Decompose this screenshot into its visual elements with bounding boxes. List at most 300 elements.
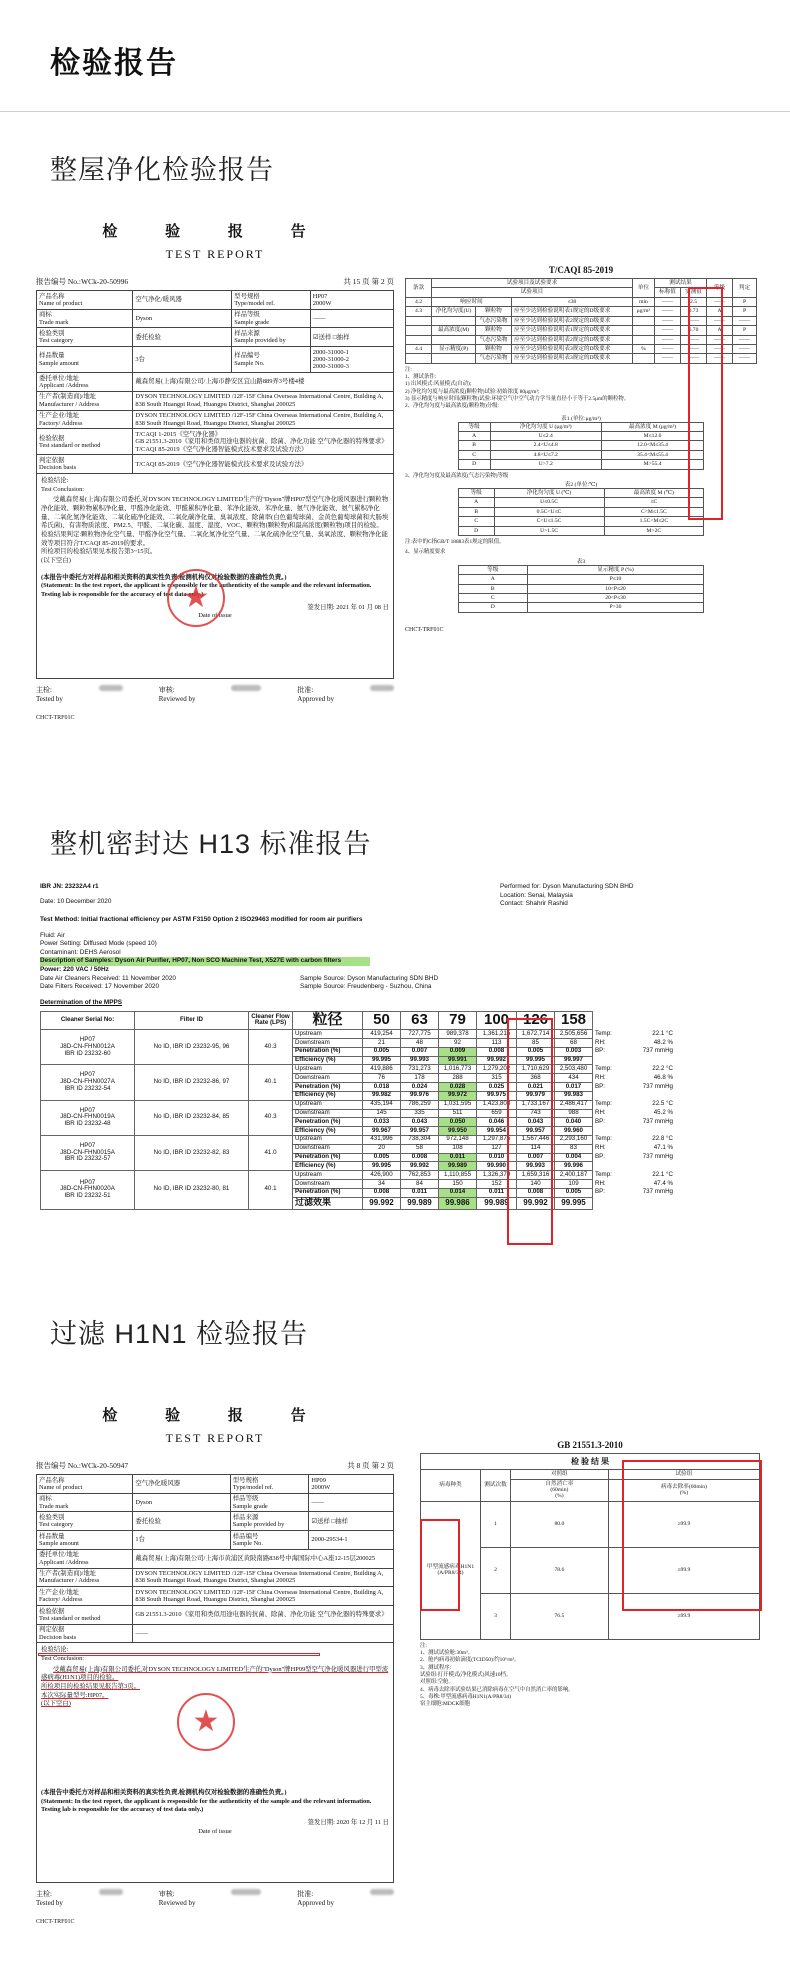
grade-cell: C xyxy=(458,517,494,526)
unit-ibr: IBR ID 23232-54 xyxy=(64,1084,111,1092)
mpps-value: 1,672,714 xyxy=(517,1030,555,1039)
col-particle-size: 粒径 xyxy=(293,1011,363,1030)
report-row xyxy=(37,347,394,373)
env-cell xyxy=(593,1039,750,1048)
nominal: —— xyxy=(655,354,681,363)
report-row xyxy=(37,1493,394,1512)
mpps-value: 99.992 xyxy=(477,1056,517,1065)
tested-by: 主检: Tested by xyxy=(36,1890,63,1908)
row-value: GB 21551.3-2010《家用和类似用途电器的抗菌、除菌、净化功能 空气净化器的特殊要求》 xyxy=(133,1606,394,1625)
grade-cell: 1.5C<M≤2C xyxy=(604,517,704,526)
mpps-value: 0.009 xyxy=(439,1047,477,1056)
unit-model: HP07 xyxy=(79,1071,96,1079)
row-label: 判定依据 Decision basis xyxy=(37,1624,133,1643)
mpps-value: 0.043 xyxy=(401,1118,439,1127)
mpps-value: 99.995 xyxy=(517,1056,555,1065)
mpps-value: 99.993 xyxy=(517,1162,555,1171)
metric-name: Upstream xyxy=(293,1065,363,1074)
mpps-value: 435,194 xyxy=(363,1100,401,1109)
col-removal: 病毒去除率(60min) (%) xyxy=(608,1479,759,1501)
filter-id: No ID, IBR ID 23232-80, 81 xyxy=(135,1171,249,1209)
date-of-issue-en: Date of issue xyxy=(198,612,232,620)
mpps-value: 68 xyxy=(555,1039,593,1048)
col-control: 对照组 xyxy=(511,1470,609,1479)
mpps-value: 0.011 xyxy=(401,1188,439,1197)
metric-name: Downstream xyxy=(293,1109,363,1118)
metric-name: Efficiency (%) xyxy=(293,1162,363,1171)
env-label: RH: xyxy=(595,1179,606,1187)
mpps-value: 99.975 xyxy=(477,1091,517,1100)
metric-name: Efficiency (%) xyxy=(293,1127,363,1136)
row-label: 产品名称 Name of product xyxy=(37,291,133,310)
mpps-value: 0.011 xyxy=(439,1153,477,1162)
row-value-2: 2000-29534-1 xyxy=(309,1531,394,1550)
grade-cell: 10<P≤20 xyxy=(527,584,703,593)
env-cell xyxy=(593,1100,750,1109)
report-header-en: TEST REPORT xyxy=(165,1431,265,1445)
nominal: —— xyxy=(655,307,681,316)
env-value: 22.1 °C xyxy=(652,1029,673,1037)
mpps-value: 0.014 xyxy=(439,1188,477,1197)
mpps-value: 0.007 xyxy=(401,1047,439,1056)
unit-ibr: IBR ID 23232-60 xyxy=(64,1049,111,1057)
mpps-value: 0.021 xyxy=(517,1083,555,1092)
mpps-value: 108 xyxy=(439,1144,477,1153)
grade-cell: 显示精度 P (%) xyxy=(527,565,703,574)
metric-name: Downstream xyxy=(293,1074,363,1083)
grade-cell: 等级 xyxy=(458,488,494,497)
mpps-value: 150 xyxy=(439,1180,477,1189)
flow-rate: 41.0 xyxy=(249,1135,293,1170)
unit-serial: J8D-CN-FHN0020A xyxy=(60,1185,115,1193)
mpps-value: 0.008 xyxy=(363,1188,401,1197)
unit xyxy=(633,354,655,363)
report-row xyxy=(37,1624,394,1643)
report-row xyxy=(37,455,394,474)
grade-highlight-box xyxy=(688,287,723,520)
grade-cell: 最高浓度 M (℃) xyxy=(604,488,704,497)
mpps-value: 0.046 xyxy=(477,1118,517,1127)
mpps-value: 1,423,808 xyxy=(477,1100,517,1109)
sub-measured: 实测值 xyxy=(681,288,707,297)
col-grade: 等级 xyxy=(707,279,733,298)
mpps-value: 99.991 xyxy=(439,1056,477,1065)
mpps-value: 659 xyxy=(477,1109,517,1118)
requirement: 应至少达到检验说明表3规定的D级要求 xyxy=(512,354,633,363)
item xyxy=(432,354,476,363)
mpps-value: 20 xyxy=(363,1144,401,1153)
standard-notes: 注: 1、测试条件: 1) 出风模式:风量模式(自动); 2) 净化均匀度与最高浓度(颗粒物)试验:初始浓度 80μg/m³; 3) 显示精度与响应时间(颗粒物)试验:环境空气中空气动力学当量直径小于等于2.5μm的颗粒物。 2、净化均匀度与最高浓度(颗粒物)分级: xyxy=(405,366,630,410)
table1 xyxy=(458,422,704,470)
grade-cell: D xyxy=(458,526,494,535)
mpps-value: 0.005 xyxy=(363,1153,401,1162)
grade-cell: A xyxy=(458,575,527,584)
mpps-value: 786,259 xyxy=(401,1100,439,1109)
signature-blur xyxy=(99,685,123,691)
row-value: DYSON TECHNOLOGY LIMITED /12F-15F China Overseas International Centre, Building A, 838 South Huangpi Road, Huangpu District, Shanghai 200025 xyxy=(133,1587,394,1606)
env-cell xyxy=(593,1074,750,1083)
mpps-value: 99.990 xyxy=(477,1162,517,1171)
mpps-value: 1,279,202 xyxy=(477,1065,517,1074)
mpps-value: 419,254 xyxy=(363,1030,401,1039)
grade-row xyxy=(458,488,703,497)
official-seal-stamp: ★ xyxy=(177,1693,235,1751)
grade-row xyxy=(458,526,703,535)
row-label: 样品数量 Sample amount xyxy=(37,347,133,373)
grade-row xyxy=(458,584,703,593)
row-label: 检验依据 Test standard or method xyxy=(37,429,133,455)
col-size-100: 100 xyxy=(477,1011,517,1030)
verdict: —— xyxy=(733,335,757,344)
signature-blur xyxy=(99,1889,123,1895)
env-label: BP: xyxy=(595,1153,605,1161)
grade-row xyxy=(458,450,703,459)
env-cell xyxy=(593,1153,750,1162)
reviewed-by: 审核: Reviewed by xyxy=(158,686,196,704)
mpps-value: 315 xyxy=(477,1074,517,1083)
env-label: BP: xyxy=(595,1188,605,1196)
mpps-value: 76 xyxy=(363,1074,401,1083)
env-label: RH: xyxy=(595,1109,606,1116)
contact: Contact: Shahrir Rashid xyxy=(500,900,568,908)
grade-cell: C xyxy=(458,450,490,459)
grade-cell: U≤2.4 xyxy=(490,432,601,441)
sub-item: 颗粒物 xyxy=(476,344,512,353)
mpps-value: 0.025 xyxy=(477,1083,517,1092)
times-2: 2 xyxy=(481,1547,511,1593)
col-unit: 单位 xyxy=(633,279,655,298)
grade-cell: A xyxy=(458,498,494,507)
mpps-table xyxy=(40,1011,750,1210)
report-row xyxy=(37,410,394,429)
col-size-63: 63 xyxy=(401,1011,439,1030)
approved-by: 批准: Approved by xyxy=(297,686,335,704)
mpps-value: 1,361,215 xyxy=(477,1030,517,1039)
cleaner-serial xyxy=(41,1030,135,1065)
mpps-value: 99.979 xyxy=(517,1091,555,1100)
report-row xyxy=(37,1568,394,1587)
note4: 4、显示精度要求 xyxy=(405,549,446,556)
report-header-cn: 检 验 报 告 xyxy=(102,1408,328,1424)
env-cell xyxy=(593,1047,750,1056)
row-value: T/CAQI 85-2019《空气净化器智能模式技术要求及试验方法》 xyxy=(133,455,394,474)
col-size-158: 158 xyxy=(555,1011,593,1030)
grade-cell: 12.0<M≤35.4 xyxy=(601,441,703,450)
row-value: 空气净化暖风器 xyxy=(133,1475,230,1494)
mpps-value: 84 xyxy=(401,1180,439,1189)
report-row xyxy=(37,1475,394,1494)
row-label: 商标 Trade mark xyxy=(37,1493,133,1512)
metric-name: Upstream xyxy=(293,1135,363,1144)
standard-form-code: CHCT-TRF01C xyxy=(405,626,444,633)
description-of-samples: Description of Samples: Dyson Air Purifier, HP07, Non SCO Machine Test, X527E with carbon filters xyxy=(40,957,370,966)
metric-name: Penetration (%) xyxy=(293,1188,363,1197)
col-test-result: 测试结果 xyxy=(655,279,707,288)
row-label: 检验类别 Test category xyxy=(37,328,133,347)
grade-cell: 2.4<U≤4.8 xyxy=(490,441,601,450)
requirement: 应至少达到检验说明表3规定的D级要求 xyxy=(512,344,633,353)
unit-ibr: IBR ID 23232-51 xyxy=(64,1192,111,1200)
nominal: —— xyxy=(655,335,681,344)
removal-2: ≥99.9 xyxy=(608,1547,759,1593)
metric-name: Upstream xyxy=(293,1171,363,1180)
mpps-value: 21 xyxy=(363,1039,401,1048)
filter-id: No ID, IBR ID 23232-84, 85 xyxy=(135,1100,249,1135)
mpps-value: 0.050 xyxy=(439,1118,477,1127)
filters-received: Date Filters Received: 17 November 2020 xyxy=(40,983,159,991)
metric-name: Penetration (%) xyxy=(293,1153,363,1162)
mpps-value: 99.986 xyxy=(439,1197,477,1209)
filter-source: Sample Source: Freudenberg - Suzhou, China xyxy=(300,983,432,991)
row-value-2: 2000-31000-1 2000-31000-2 2000-31000-3 xyxy=(310,347,393,373)
grade-row xyxy=(458,422,703,431)
mpps-value: 152 xyxy=(477,1180,517,1189)
removal-1: ≥99.9 xyxy=(608,1501,759,1547)
row-value: DYSON TECHNOLOGY LIMITED /12F-15F China Overseas International Centre, Building A, 838 South Huangpi Road, Huangpu District, Shanghai 200025 xyxy=(133,391,394,410)
determination-mpps: Determination of the MPPS xyxy=(40,999,123,1007)
conclusion-label: 检验结论: Test Conclusion: xyxy=(41,477,85,493)
metric-name: Efficiency (%) xyxy=(293,1056,363,1065)
table1-title: 表1 (单位:μg/m³) xyxy=(561,415,601,422)
grade-row xyxy=(458,507,703,516)
row-value: 空气净化/暖风器 xyxy=(133,291,232,310)
report-header-cn: 检 验 报 告 xyxy=(102,224,328,240)
grade-cell: 等级 xyxy=(458,565,527,574)
mpps-value: 99.989 xyxy=(401,1197,439,1209)
col-verdict: 判定 xyxy=(733,279,757,298)
mpps-value: 99.957 xyxy=(517,1127,555,1136)
unit-serial: J8D-CN-FHN0012A xyxy=(60,1042,115,1050)
mpps-value: 419,886 xyxy=(363,1065,401,1074)
grade-cell: 0.5C<U≤C xyxy=(494,507,604,516)
grade-cell: B xyxy=(458,507,494,516)
verdict: P xyxy=(733,326,757,335)
report-row xyxy=(37,1531,394,1550)
env-label: Temp: xyxy=(595,1100,612,1108)
item: 响应时间 xyxy=(432,297,512,306)
env-label: BP: xyxy=(595,1082,605,1090)
grade: —— xyxy=(707,344,733,353)
report-info-table xyxy=(36,1474,394,1643)
row-label: 委托单位/地址 Applicant /Address xyxy=(37,1549,133,1568)
conclusion-text: 受戴森贸易(上海)有限公司委托,对DYSON TECHNOLOGY LIMITED生产的"Dyson"牌HP09型空气净化暖风器进行甲型流感病毒(H1N1)项目的检验。 所检项目的检验结果见报告第3页。 本次实际量型号:HP07。 (以下空白) xyxy=(41,1665,389,1708)
mpps-value: 99.976 xyxy=(401,1091,439,1100)
note-c: 注:表中的C指GB/T 18883表1规定的限值。 xyxy=(405,539,505,546)
grade-cell: M>2C xyxy=(604,526,704,535)
row-value: 戴森贸易(上海)有限公司/上海市静安区宜山路889弄3号楼4楼 xyxy=(133,373,394,392)
grade-cell: 4.8<U≤7.2 xyxy=(490,450,601,459)
mpps-value: 99.997 xyxy=(555,1056,593,1065)
env-cell xyxy=(593,1118,750,1127)
sub-item: 气态污染物 xyxy=(476,316,512,325)
mpps-value: 2,400,187 xyxy=(555,1171,593,1180)
row-label: 判定依据 Decision basis xyxy=(37,455,133,474)
mpps-value: 988 xyxy=(555,1109,593,1118)
mpps-row xyxy=(41,1135,750,1144)
section-title-whole-machine: 整屋净化检验报告 xyxy=(50,155,274,185)
grade-row xyxy=(458,460,703,469)
table3 xyxy=(458,565,704,613)
report-row xyxy=(37,391,394,410)
mpps-value: 762,853 xyxy=(401,1171,439,1180)
env-cell xyxy=(593,1135,750,1144)
unit-serial: J8D-CN-FHN0015A xyxy=(60,1148,115,1156)
clause xyxy=(406,326,432,335)
grade-cell: C<M≤1.5C xyxy=(604,507,704,516)
report-row xyxy=(37,1549,394,1568)
grade-cell: P≤10 xyxy=(527,575,703,584)
grade-cell: M>55.4 xyxy=(601,460,703,469)
row-label: 检验依据 Test standard or method xyxy=(37,1606,133,1625)
col-size-126: 126 xyxy=(517,1011,555,1030)
row-value-2: —— xyxy=(309,1493,394,1512)
grade: A xyxy=(707,326,733,335)
mpps-value: 99.989 xyxy=(439,1162,477,1171)
row-label-2: 型号规格 Type/model ref. xyxy=(230,1475,309,1494)
row-label: 委托单位/地址 Applicant /Address xyxy=(37,373,133,392)
row-value: 戴森贸易(上海)有限公司/上海市黄浦区黄陂南路838号中海国际中心A座12-15层200025 xyxy=(133,1549,394,1568)
grade-cell: 20<P≤30 xyxy=(527,593,703,602)
grade-row xyxy=(458,565,703,574)
mpps-value: 99.992 xyxy=(517,1197,555,1209)
power: Power: 220 VAC / 50Hz xyxy=(40,966,109,974)
mpps-value: 99.995 xyxy=(363,1162,401,1171)
times-1: 1 xyxy=(481,1501,511,1547)
unit: % xyxy=(633,344,655,353)
env-value: 737 mmHg xyxy=(642,1082,673,1090)
mpps-value: 2,503,480 xyxy=(555,1065,593,1074)
mpps-value: 0.011 xyxy=(477,1188,517,1197)
unit: min xyxy=(633,297,655,306)
filter-id: No ID, IBR ID 23232-95, 96 xyxy=(135,1030,249,1065)
mpps-value: 431,996 xyxy=(363,1135,401,1144)
mpps-value: 2,293,160 xyxy=(555,1135,593,1144)
env-label: RH: xyxy=(595,1073,606,1081)
test-method: Test Method: Initial fractional efficiency per ASTM F3150 Option 2 ISO29463 modified for room air purifiers xyxy=(40,915,363,923)
mpps-value: 99.995 xyxy=(363,1056,401,1065)
mpps-row xyxy=(41,1030,750,1039)
env-cell xyxy=(593,1091,750,1100)
signature-blur xyxy=(370,685,394,691)
row-label: 生产企业/地址 Factory/ Address xyxy=(37,1587,133,1606)
row-value-2: ☑送样 □抽样 xyxy=(309,1512,394,1531)
clause xyxy=(406,335,432,344)
measured: 6.70 xyxy=(681,326,707,335)
env-label: RH: xyxy=(595,1038,606,1046)
mpps-value: 99.950 xyxy=(439,1127,477,1136)
signature-footer xyxy=(36,685,394,703)
mpps-value: 2,486,417 xyxy=(555,1100,593,1109)
virus-name: 甲型流感病毒H1N1 (A/PR8/34) xyxy=(421,1501,481,1639)
power-setting: Power Setting: Diffused Mode (speed 10) xyxy=(40,940,157,948)
report-number: 报告编号 No.:WCk-20-50996 xyxy=(36,277,129,286)
unit xyxy=(633,326,655,335)
mpps-value: 1,016,773 xyxy=(439,1065,477,1074)
row-value: 委托检验 xyxy=(133,328,232,347)
mpps-value: 1,659,316 xyxy=(517,1171,555,1180)
grade-cell: 净化均匀度 U (℃) xyxy=(494,488,604,497)
grade-cell: 净化均匀度 U (μg/m³) xyxy=(490,422,601,431)
requirement: 应至少达到检验说明表1规定的D级要求 xyxy=(512,307,633,316)
grade-cell: M≤12.0 xyxy=(601,432,703,441)
mpps-value: 1,710,629 xyxy=(517,1065,555,1074)
mpps-value: 0.008 xyxy=(477,1047,517,1056)
item: 净化均匀度(U) xyxy=(432,307,476,316)
conclusion-label: 检验结论: Test Conclusion: xyxy=(41,1646,85,1663)
env-label: Temp: xyxy=(595,1064,612,1072)
env-label: BP: xyxy=(595,1117,605,1125)
date-received: Date Air Cleaners Received: 11 November 2020 xyxy=(40,974,176,982)
mpps-value: 727,775 xyxy=(401,1030,439,1039)
official-seal-stamp: ★ xyxy=(167,569,225,627)
metric-name: Efficiency (%) xyxy=(293,1091,363,1100)
mpps-value: 99.982 xyxy=(363,1091,401,1100)
mpps-value: 99.983 xyxy=(555,1091,593,1100)
sub-item: 气态污染物 xyxy=(476,335,512,344)
metric-name: Upstream xyxy=(293,1100,363,1109)
h1n1-standard-title: GB 21551.3-2010 xyxy=(557,1440,623,1450)
env-value: 47.1 % xyxy=(653,1144,673,1152)
mpps-value: 140 xyxy=(517,1180,555,1189)
mpps-value: 0.017 xyxy=(555,1083,593,1092)
grade-cell: 35.4<M≤55.4 xyxy=(601,450,703,459)
flow-rate: 40.3 xyxy=(249,1030,293,1065)
decay-1: 80.0 xyxy=(511,1501,609,1547)
cleaner-serial xyxy=(41,1100,135,1135)
mpps-value: 99.960 xyxy=(555,1127,593,1136)
flow-rate: 40.1 xyxy=(249,1065,293,1100)
row-label-2: 样品编号 Sample No. xyxy=(232,347,311,373)
grade-cell: A xyxy=(458,432,490,441)
mpps-value: 0.024 xyxy=(401,1083,439,1092)
mpps-value: 731,273 xyxy=(401,1065,439,1074)
sub-test-item: 试验项目 xyxy=(432,288,633,297)
mpps-value: 1,567,446 xyxy=(517,1135,555,1144)
mpps-value: 0.010 xyxy=(477,1153,517,1162)
env-cell xyxy=(593,1144,750,1153)
unit-model: HP07 xyxy=(79,1178,96,1186)
mpps-value: 434 xyxy=(555,1074,593,1083)
h13-test-report xyxy=(40,883,750,1210)
mpps-value: 0.005 xyxy=(363,1047,401,1056)
row-value: Dyson xyxy=(133,1493,230,1512)
metric-name: Upstream xyxy=(293,1030,363,1039)
env-value: 22.2 °C xyxy=(652,1064,673,1072)
tested-by: 主检: Tested by xyxy=(36,686,63,704)
grade-cell: C<U≤1.5C xyxy=(494,517,604,526)
mpps-row xyxy=(41,1171,750,1180)
col-flow-rate: Cleaner Flow Rate (LPS) xyxy=(249,1011,293,1030)
mpps-row xyxy=(41,1100,750,1109)
row-label: 检验类别 Test category xyxy=(37,1512,133,1531)
mpps-value: 743 xyxy=(517,1109,555,1118)
verdict: P xyxy=(733,307,757,316)
decay-2: 78.6 xyxy=(511,1547,609,1593)
metric-name: Penetration (%) xyxy=(293,1083,363,1092)
mpps-value: 48 xyxy=(401,1039,439,1048)
mpps-value: 0.005 xyxy=(555,1188,593,1197)
grade-cell: U≤0.5C xyxy=(494,498,604,507)
row-value-2: ☑送样 □抽样 xyxy=(310,328,393,347)
report-row xyxy=(37,373,394,392)
signature-blur xyxy=(231,1889,261,1895)
col-clause: 条款 xyxy=(406,279,432,298)
approved-by: 批准: Approved by xyxy=(297,1890,335,1908)
metric-name: Penetration (%) xyxy=(293,1118,363,1127)
filter-id: No ID, IBR ID 23232-86, 97 xyxy=(135,1065,249,1100)
row-value: 委托检验 xyxy=(133,1512,230,1531)
row-value-2: HP09 2000W xyxy=(309,1475,394,1494)
